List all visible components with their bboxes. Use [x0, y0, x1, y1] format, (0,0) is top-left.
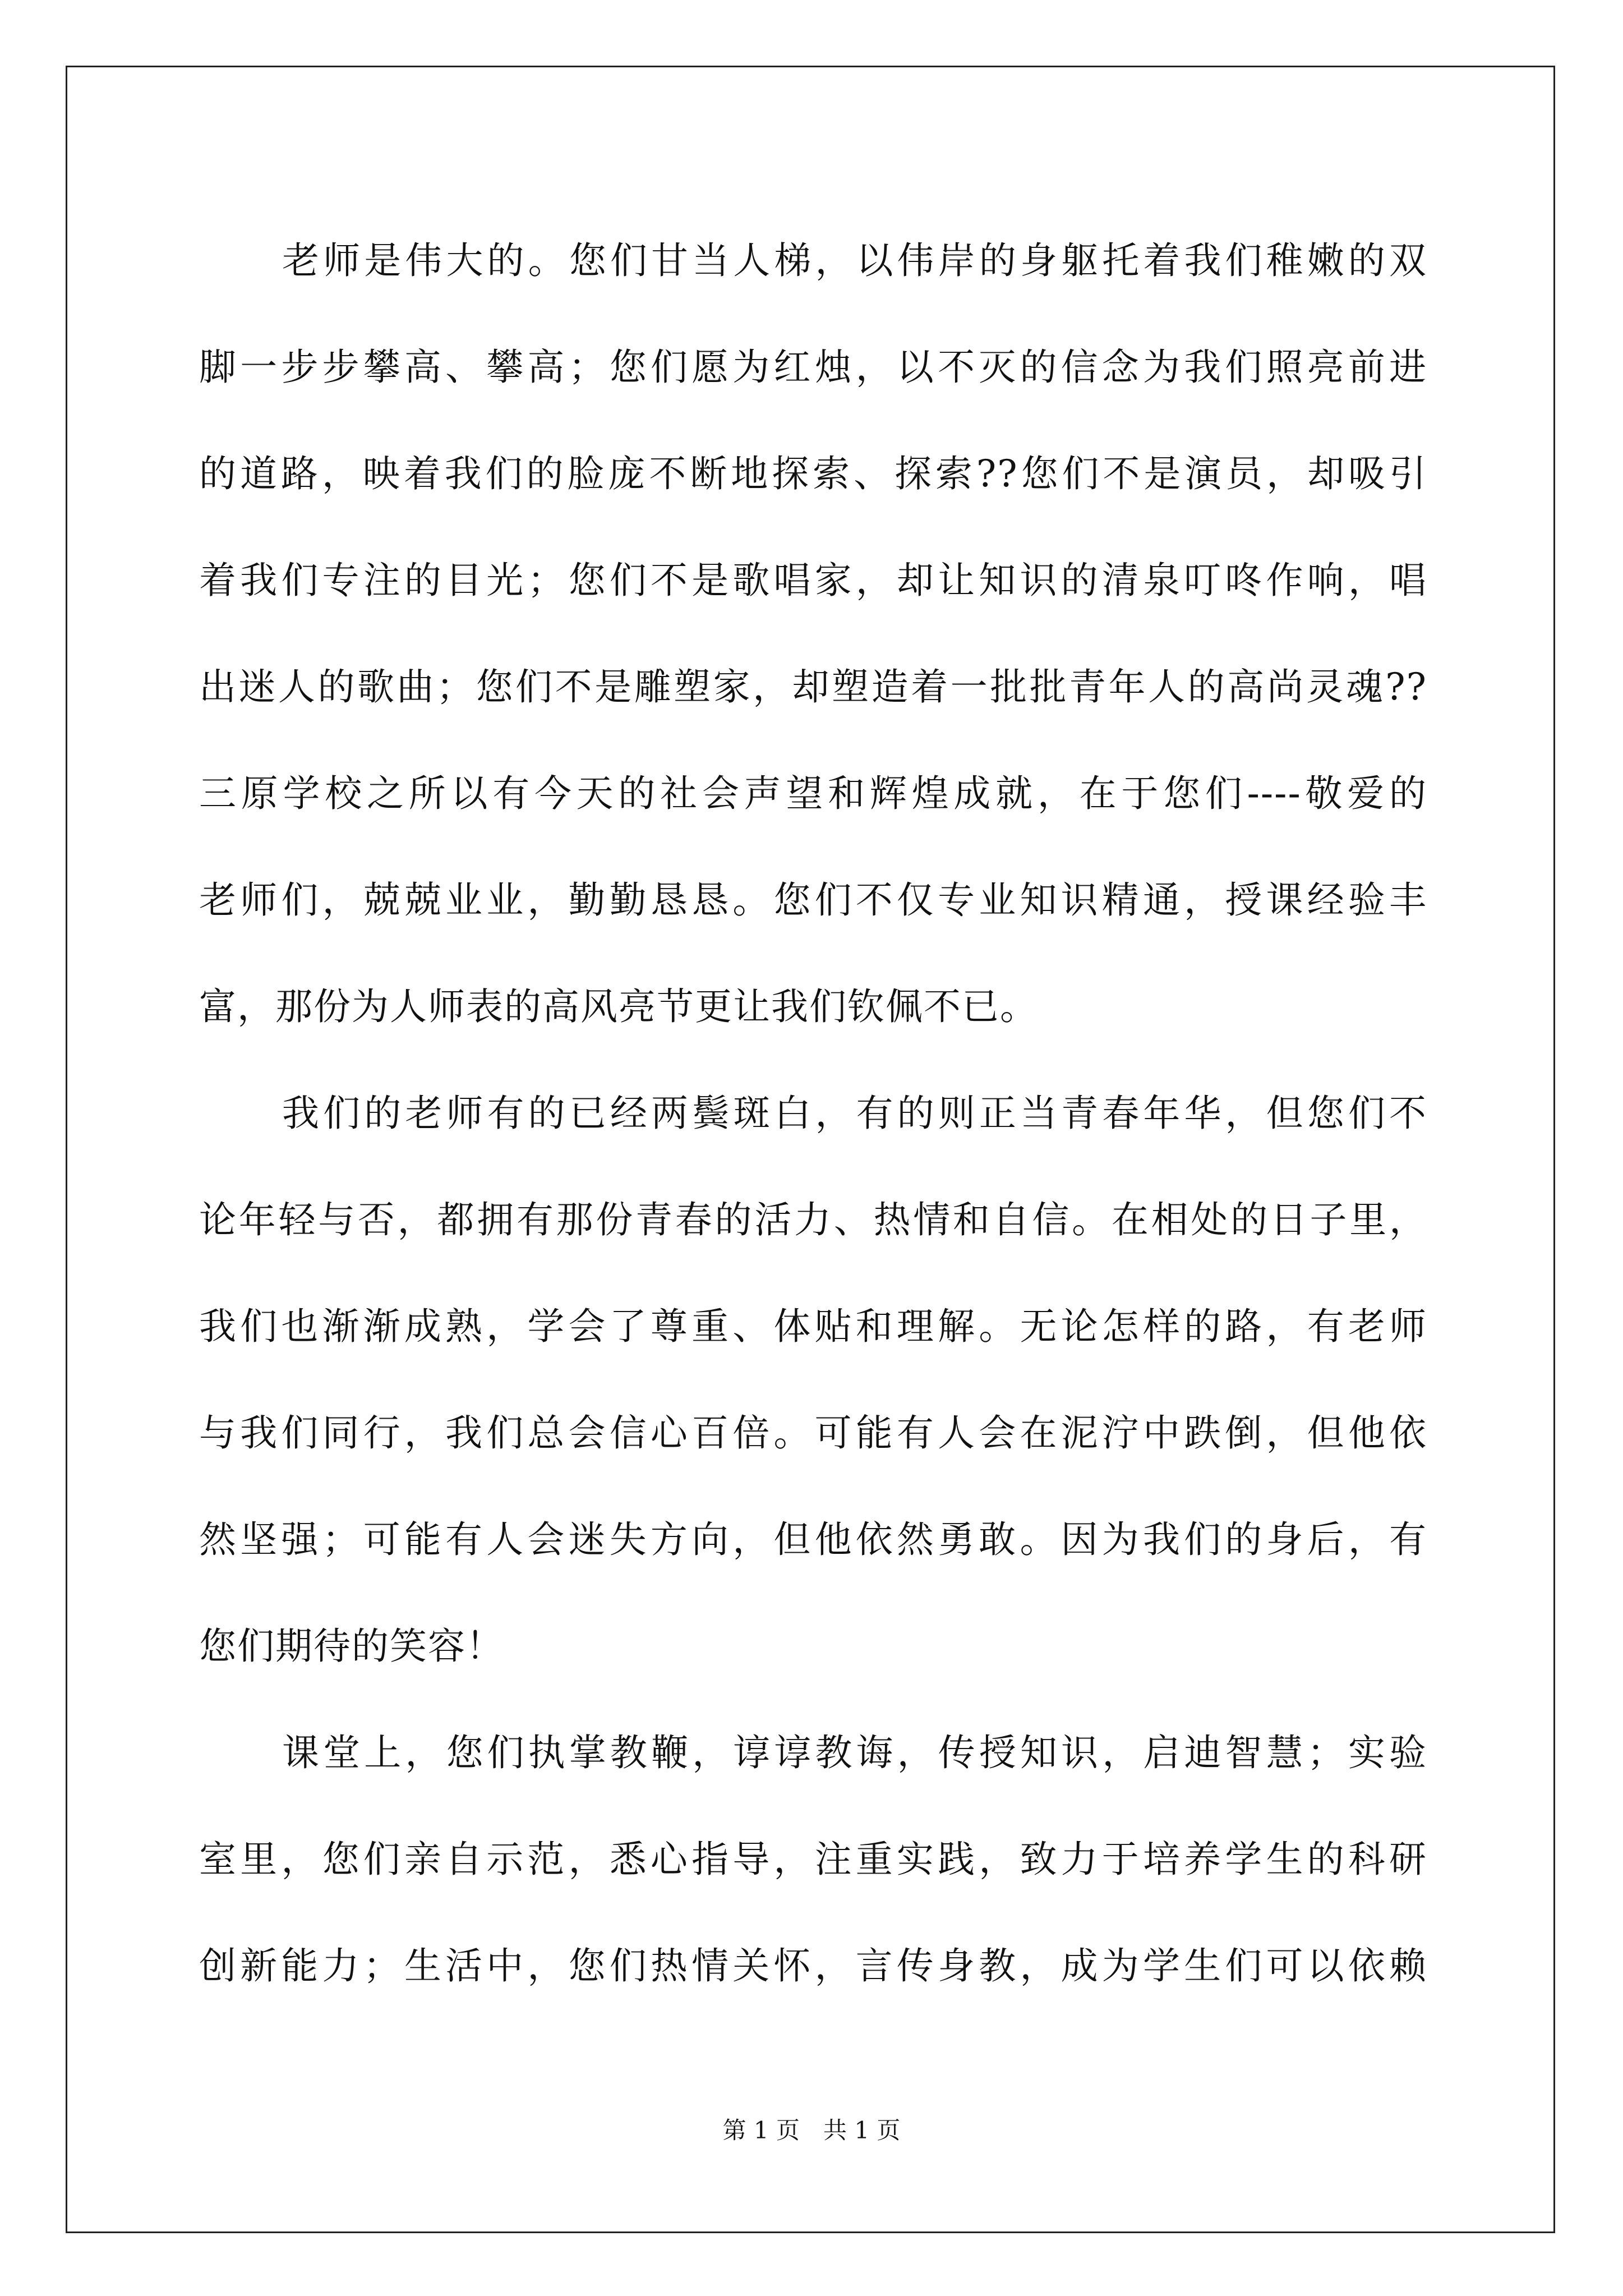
text-line: 与我们同行，我们总会信心百倍。可能有人会在泥泞中跌倒，但他依 — [199, 1411, 1427, 1455]
text-line: 课堂上，您们执掌教鞭，谆谆教诲，传授知识，启迪智慧；实验 — [282, 1731, 1427, 1774]
document-body — [199, 208, 1427, 2003]
text-line: 您们期待的笑容！ — [199, 1625, 504, 1668]
text-line: 我们也渐渐成熟，学会了尊重、体贴和理解。无论怎样的路，有老师 — [199, 1305, 1427, 1348]
text-line: 老师们，兢兢业业，勤勤恳恳。您们不仅专业知识精通，授课经验丰 — [199, 878, 1427, 922]
page-number-footer: 第 1 页 共 1 页 — [722, 2116, 901, 2144]
text-line: 老师是伟大的。您们甘当人梯，以伟岸的身躯托着我们稚嫩的双 — [282, 239, 1427, 282]
text-line: 论年轻与否，都拥有那份青春的活力、热情和自信。在相处的日子里， — [199, 1198, 1427, 1241]
text-line: 三原学校之所以有今天的社会声望和辉煌成就，在于您们----敬爱的 — [199, 772, 1427, 815]
text-line: 着我们专注的目光；您们不是歌唱家，却让知识的清泉叮咚作响，唱 — [199, 559, 1427, 602]
text-line: 室里，您们亲自示范，悉心指导，注重实践，致力于培养学生的科研 — [199, 1838, 1427, 1881]
text-line: 出迷人的歌曲；您们不是雕塑家，却塑造着一批批青年人的高尚灵魂?? — [199, 665, 1427, 708]
text-line: 然坚强；可能有人会迷失方向，但他依然勇敢。因为我们的身后，有 — [199, 1518, 1427, 1561]
text-line: 的道路，映着我们的脸庞不断地探索、探索??您们不是演员，却吸引 — [199, 452, 1427, 495]
text-line: 脚一步步攀高、攀高；您们愿为红烛，以不灭的信念为我们照亮前进 — [199, 346, 1427, 389]
text-line: 创新能力；生活中，您们热情关怀，言传身教，成为学生们可以依赖 — [199, 1944, 1427, 1987]
text-line: 富，那份为人师表的高风亮节更让我们钦佩不已。 — [199, 985, 1038, 1028]
text-line: 我们的老师有的已经两鬓斑白，有的则正当青春年华，但您们不 — [282, 1092, 1427, 1135]
